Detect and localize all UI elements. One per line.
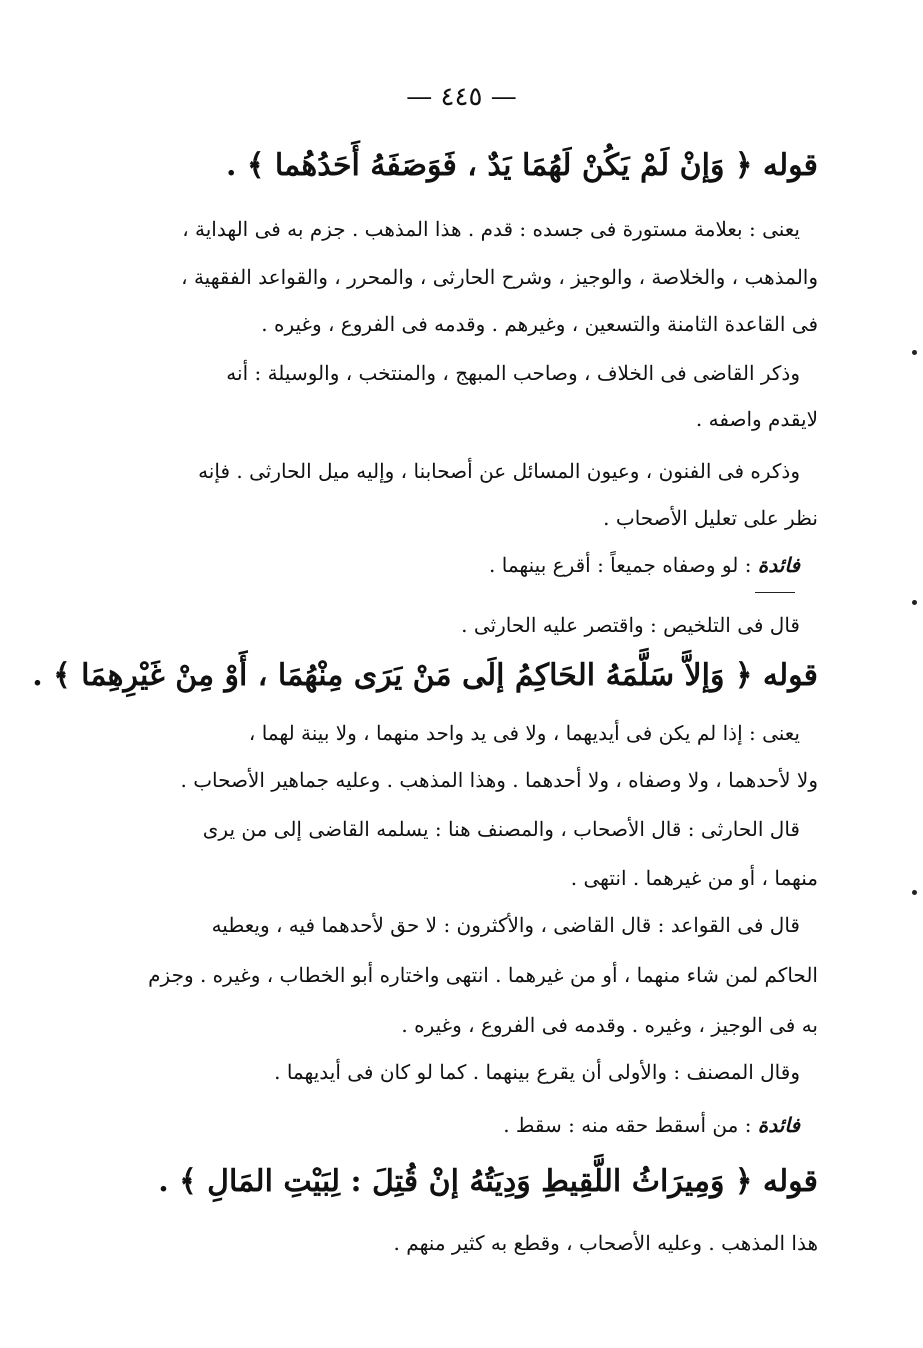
text-line: نظر على تعليل الأصحاب . [603,506,818,530]
text-line: قال الحارثى : قال الأصحاب ، والمصنف هنا : يسلمه القاضى إلى من يرى [202,817,800,841]
heading-line: قوله ﴿ وَإنْ لَمْ يَكُنْ لَهُمَا يَدٌ ، فَوَصَفَهُ أَحَدُهُما ﴾ . [225,148,818,183]
text-block [32,0,818,1348]
margin-dot [912,890,917,895]
text-line: وذكره فى الفنون ، وعيون المسائل عن أصحابنا ، وإليه ميل الحارثى . فإنه [198,459,800,483]
faida-underline-rule [755,592,795,593]
text-line: وذكر القاضى فى الخلاف ، وصاحب المبهج ، والمنتخب ، والوسيلة : أنه [226,361,800,385]
faida-label: فائدة [757,1113,800,1137]
faida-text: : من أسقط حقه منه : سقط . [503,1113,758,1137]
text-line: قال فى التلخيص : واقتصر عليه الحارثى . [461,613,800,637]
heading-line: قوله ﴿ وَإلاَّ سَلَّمَهُ الحَاكِمُ إلَى مَنْ يَرَى مِنْهُمَا ، أَوْ مِنْ غَيْرِهِمَا ﴾ . [32,658,818,693]
margin-dot [912,600,917,605]
faida-text: : لو وصفاه جميعاً : أقرع بينهما . [489,553,758,577]
text-line: هذا المذهب . وعليه الأصحاب ، وقطع به كثير منهم . [393,1231,818,1255]
text-line: منهما ، أو من غيرهما . انتهى . [570,866,818,890]
margin-dot [912,350,917,355]
text-line: فى القاعدة الثامنة والتسعين ، وغيرهم . وقدمه فى الفروع ، وغيره . [261,312,818,336]
faida-line [118,550,818,584]
text-line: الحاكم لمن شاء منهما ، أو من غيرهما . انتهى واختاره أبو الخطاب ، وغيره . وجزم [148,963,818,987]
text-line: وقال المصنف : والأولى أن يقرع بينهما . كما لو كان فى أيديهما . [274,1060,800,1084]
text-line: ولا لأحدهما ، ولا وصفاه ، ولا أحدهما . وهذا المذهب . وعليه جماهير الأصحاب . [180,768,818,792]
text-line: قال فى القواعد : قال القاضى ، والأكثرون : لا حق لأحدهما فيه ، ويعطيه [211,913,800,937]
text-line: يعنى : إذا لم يكن فى أيديهما ، ولا فى يد واحد منهما ، ولا بينة لهما ، [248,721,800,745]
heading-line: قوله ﴿ وَمِيرَاثُ اللَّقِيطِ وَدِيَتُهُ إنْ قُتِلَ : لِبَيْتِ المَالِ ﴾ . [158,1164,818,1199]
page-number: — ٤٤٥ — [406,82,517,112]
text-line: يعنى : بعلامة مستورة فى جسده : قدم . هذا المذهب . جزم به فى الهداية ، [182,217,800,241]
text-line: والمذهب ، والخلاصة ، والوجيز ، وشرح الحارثى ، والمحرر ، والقواعد الفقهية ، [181,265,818,289]
faida-line [118,1110,818,1144]
faida-label: فائدة [757,553,800,577]
text-line: لايقدم واصفه . [695,407,818,431]
text-line: به فى الوجيز ، وغيره . وقدمه فى الفروع ، وغيره . [401,1013,818,1037]
